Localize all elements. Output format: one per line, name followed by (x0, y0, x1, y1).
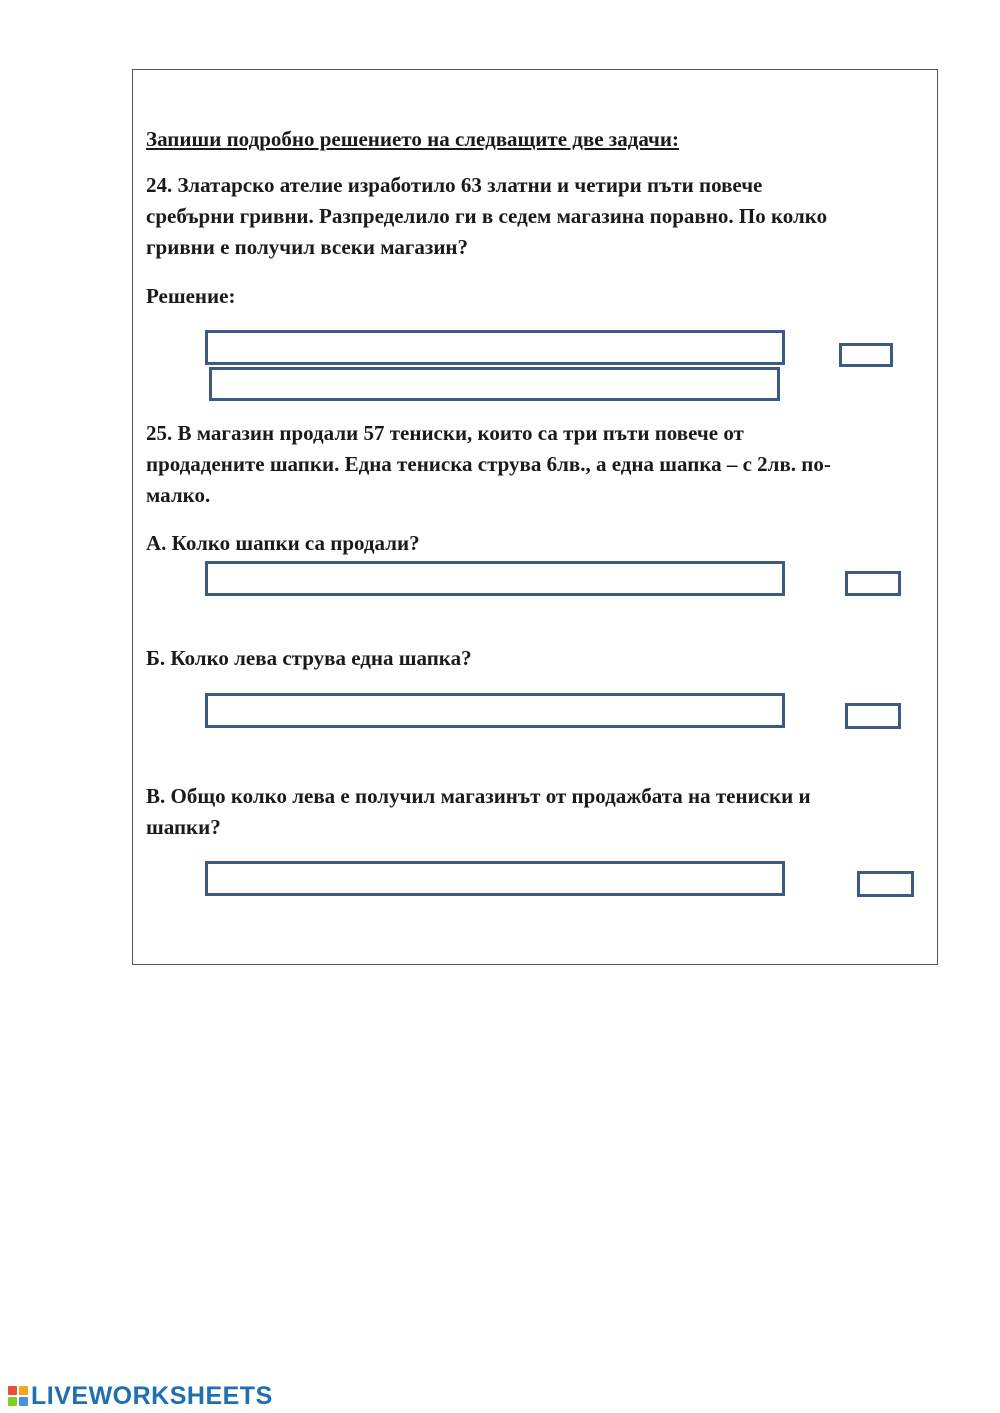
liveworksheets-logo (8, 1382, 273, 1410)
task-24-answer-line-2[interactable] (209, 367, 780, 401)
logo-block (19, 1397, 28, 1406)
question-v-answer[interactable] (205, 861, 785, 896)
question-a-answer[interactable] (205, 561, 785, 596)
question-v-result-box[interactable] (857, 871, 914, 897)
task-24-answer-line-1[interactable] (205, 330, 785, 365)
task-24-text (146, 170, 916, 263)
question-b: Б. Колко лева струва една шапка? (146, 646, 472, 670)
question-b-result-box[interactable] (845, 703, 901, 729)
task-24-line: 24. Златарско ателие изработило 63 златни и четири пъти повече (146, 173, 763, 197)
instructions-heading: Запиши подробно решението на следващите две задачи: (146, 127, 679, 151)
question-a: А. Колко шапки са продали? (146, 531, 420, 555)
task-24-result-box[interactable] (839, 343, 893, 367)
logo-text: LIVEWORKSHEETS (31, 1381, 273, 1410)
logo-block (19, 1386, 28, 1395)
task-24-line: сребърни гривни. Разпределило ги в седем магазина поравно. По колко (146, 204, 828, 228)
task-24-line: гривни е получил всеки магазин? (146, 235, 469, 259)
task-25-line: малко. (146, 483, 211, 507)
task-25-line: продадените шапки. Една тениска струва 6лв., а една шапка – с 2лв. по- (146, 452, 831, 476)
question-b-answer[interactable] (205, 693, 785, 728)
question-v (146, 781, 916, 843)
logo-block (8, 1397, 17, 1406)
question-a-result-box[interactable] (845, 571, 901, 596)
logo-block (8, 1386, 17, 1395)
solution-label: Решение: (146, 284, 236, 308)
question-v-line: шапки? (146, 815, 221, 839)
task-25-line: 25. В магазин продали 57 тениски, които са три пъти повече от (146, 421, 744, 445)
question-v-line: В. Общо колко лева е получил магазинът от продажбата на тениски и (146, 784, 811, 808)
task-25-text (146, 418, 916, 511)
logo-blocks-icon (8, 1386, 28, 1406)
